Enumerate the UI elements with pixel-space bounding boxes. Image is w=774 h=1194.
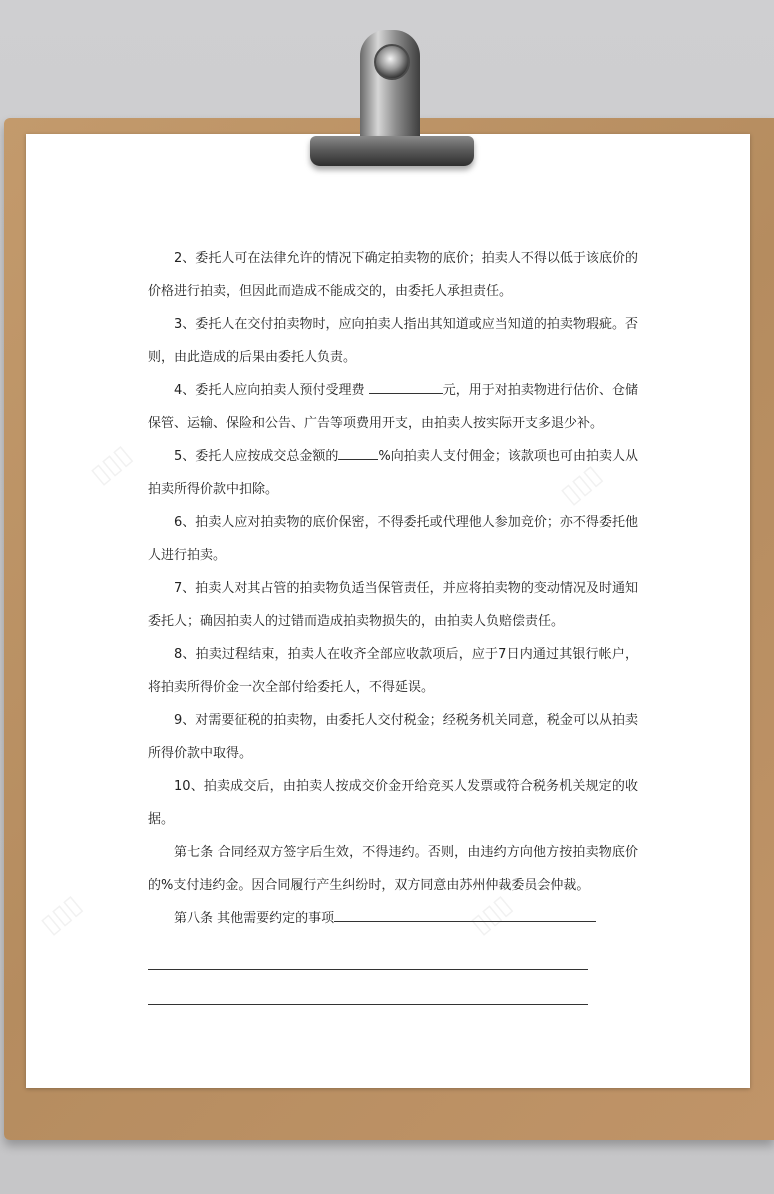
document-body <box>148 242 638 1005</box>
clause-5 <box>148 440 638 506</box>
binder-clip-icon <box>296 26 480 176</box>
watermark-mark: ▯▯▯ <box>35 889 88 941</box>
clause-8: 8、拍卖过程结束，拍卖人在收齐全部应收款项后，应于7日内通过其银行帐户，将拍卖所得价金一次全部付给委托人，不得延误。 <box>148 647 638 695</box>
blank-line[interactable] <box>148 970 588 1005</box>
clause-7: 7、拍卖人对其占管的拍卖物负适当保管责任，并应将拍卖物的变动情况及时通知委托人；确因拍卖人的过错而造成拍卖物损失的，由拍卖人负赔偿责任。 <box>148 581 638 629</box>
watermark-mark: ▯▯▯ <box>465 889 518 941</box>
clause-4-lead: 4、委托人应向拍卖人预付受理费 <box>174 383 369 398</box>
fee-blank[interactable] <box>369 380 443 394</box>
other-matters-blank[interactable] <box>334 908 596 922</box>
clause-4 <box>148 374 638 440</box>
binder-clip-jaw <box>310 136 474 166</box>
commission-blank[interactable] <box>338 446 378 460</box>
article-7: 第七条 合同经双方签字后生效，不得违约。否则，由违约方向他方按拍卖物底价的%支付违约金。因合同履行产生纠纷时，双方同意由苏州仲裁委员会仲裁。 <box>148 845 638 893</box>
clause-5-lead: 5、委托人应按成交总金额的 <box>174 449 339 464</box>
blank-line[interactable] <box>148 935 588 970</box>
article-8-label: 第八条 其他需要约定的事项 <box>174 911 335 926</box>
clause-2: 2、委托人可在法律允许的情况下确定拍卖物的底价；拍卖人不得以低于该底价的价格进行拍卖，但因此而造成不能成交的，由委托人承担责任。 <box>148 251 638 299</box>
clause-5-rest: %向拍卖人支付佣金；该款项也可由拍卖人从拍卖所得价款中扣除。 <box>148 449 638 497</box>
clause-6: 6、拍卖人应对拍卖物的底价保密，不得委托或代理他人参加竞价；亦不得委托他人进行拍卖。 <box>148 515 638 563</box>
watermark-mark: ▯▯▯ <box>555 459 608 511</box>
clause-10: 10、拍卖成交后，由拍卖人按成交价金开给竞买人发票或符合税务机关规定的收据。 <box>148 779 638 827</box>
clause-4-rest: 元，用于对拍卖物进行估价、仓储保管、运输、保险和公告、广告等项费用开支，由拍卖人按实际开支多退少补。 <box>148 383 638 431</box>
clause-3: 3、委托人在交付拍卖物时，应向拍卖人指出其知道或应当知道的拍卖物瑕疵。否则，由此造成的后果由委托人负责。 <box>148 317 638 365</box>
watermark-mark: ▯▯▯ <box>85 439 138 491</box>
binder-clip-ring <box>374 44 410 80</box>
clause-9: 9、对需要征税的拍卖物，由委托人交付税金；经税务机关同意，税金可以从拍卖所得价款中取得。 <box>148 713 638 761</box>
article-8 <box>148 902 638 935</box>
